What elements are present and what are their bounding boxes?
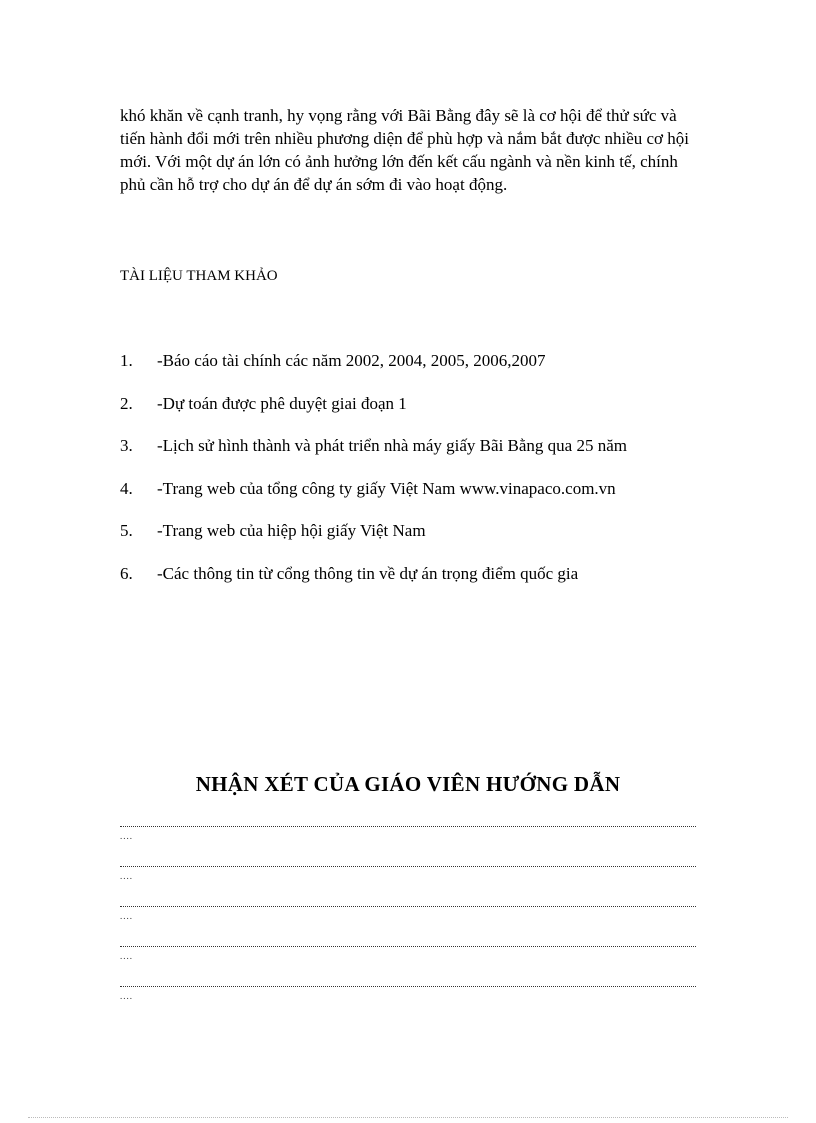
dotted-line-tail: .... — [120, 911, 133, 921]
reference-item — [120, 434, 720, 477]
dotted-line-tail: .... — [120, 871, 133, 881]
dotted-line-tail: .... — [120, 991, 133, 1001]
reference-text: -Báo cáo tài chính các năm 2002, 2004, 2005, 2006,2007 — [157, 351, 546, 370]
reference-number: 6. — [120, 563, 133, 583]
reference-number: 5. — [120, 521, 133, 541]
reference-text: -Trang web của tổng công ty giấy Việt Nam www.vinapaco.com.vn — [157, 478, 616, 498]
review-title: NHẬN XÉT CỦA GIÁO VIÊN HƯỚNG DẪN — [195, 772, 621, 796]
reference-number: 4. — [120, 478, 133, 498]
reference-number: 2. — [120, 393, 133, 413]
reference-text: -Trang web của hiệp hội giấy Việt Nam — [157, 521, 426, 541]
reference-text: -Lịch sử hình thành và phát triển nhà máy giấy Bãi Bằng qua 25 năm — [157, 436, 627, 456]
page-bottom-border — [28, 1117, 788, 1118]
dotted-rule — [120, 866, 696, 867]
review-dotted-line — [120, 986, 696, 1016]
review-dotted-line — [120, 866, 696, 896]
dotted-line-tail: .... — [120, 831, 133, 841]
reference-text: -Dự toán được phê duyệt giai đoạn 1 — [157, 393, 407, 413]
review-dotted-line — [120, 826, 696, 856]
reference-number: 1. — [120, 351, 133, 370]
review-dotted-line — [120, 906, 696, 936]
reference-number: 3. — [120, 436, 133, 456]
reference-item — [120, 519, 720, 562]
dotted-rule — [120, 826, 696, 827]
intro-paragraph: khó khăn về cạnh tranh, hy vọng rằng với Bãi Bằng đây sẽ là cơ hội để thử sức và tiến hành đổi mới trên nhiều phương diện để phù hợp và nắm bắt được nhiều cơ hội mới. Với một dự án lớn có ảnh hưởng lớn đến kết cấu ngành và nền kinh tế, chính phủ cần hỗ trợ cho dự án để dự án sớm đi vào hoạt động. — [120, 106, 690, 194]
dotted-rule — [120, 906, 696, 907]
reference-item — [120, 477, 720, 520]
reference-text: -Các thông tin từ cổng thông tin về dự án trọng điểm quốc gia — [157, 563, 579, 583]
dotted-rule — [120, 986, 696, 987]
references-heading: TÀI LIỆU THAM KHẢO — [120, 268, 278, 284]
dotted-line-tail: .... — [120, 951, 133, 961]
reference-item — [120, 562, 720, 605]
references-list — [120, 349, 720, 605]
reference-item — [120, 349, 720, 392]
review-dotted-line — [120, 946, 696, 976]
reference-item — [120, 392, 720, 435]
dotted-rule — [120, 946, 696, 947]
